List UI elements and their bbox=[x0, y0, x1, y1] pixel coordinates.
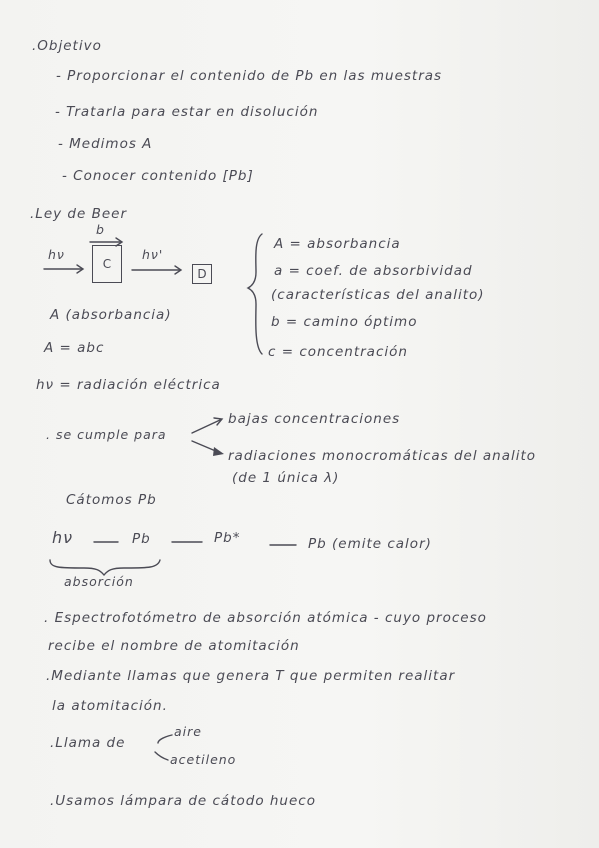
objetivo-item-1: - Proporcionar el contenido de Pb en las muestras bbox=[56, 68, 443, 84]
absorption-label: absorción bbox=[64, 574, 134, 589]
objetivo-heading: .Objetivo bbox=[32, 38, 102, 54]
spectrophotometer-note-line1: . Espectrofotómetro de absorción atómica - cuyo proceso bbox=[44, 610, 487, 626]
flame-air: aire bbox=[174, 724, 202, 739]
flame-branch-top bbox=[158, 735, 172, 743]
path-length-label: b bbox=[96, 222, 105, 237]
atoms-heading: Cátomos Pb bbox=[66, 492, 157, 508]
reaction-pb-emits: Pb (emite calor) bbox=[308, 536, 432, 552]
incident-light-label: hν bbox=[48, 247, 65, 262]
cumple-option-low-conc: bajas concentraciones bbox=[228, 411, 401, 427]
spectrophotometer-note-line2: recibe el nombre de atomitación bbox=[48, 638, 300, 654]
flames-note-line1: .Mediante llamas que genera T que permiten realitar bbox=[46, 668, 456, 684]
definitions-brace bbox=[248, 234, 262, 354]
def-absorptivity: a = coef. de absorbividad bbox=[274, 263, 473, 279]
branch-arrowhead-bottom bbox=[213, 447, 224, 456]
reaction-pb: Pb bbox=[132, 531, 151, 547]
cumple-lead: . se cumple para bbox=[46, 427, 167, 442]
def-analyte-characteristics: (características del analito) bbox=[271, 287, 485, 303]
objetivo-item-2: - Tratarla para estar en disolución bbox=[55, 104, 319, 120]
cumple-option-single-wavelength: (de 1 única λ) bbox=[232, 470, 340, 486]
reaction-hv: hν bbox=[52, 528, 74, 547]
sample-cell-label: C bbox=[102, 257, 112, 271]
flame-acetylene: acetileno bbox=[170, 752, 237, 767]
detector-label: D bbox=[197, 267, 207, 281]
hollow-cathode-lamp-note: .Usamos lámpara de cátodo hueco bbox=[50, 793, 316, 809]
objetivo-item-3: - Medimos A bbox=[58, 136, 153, 152]
cumple-option-monochromatic: radiaciones monocromáticas del analito bbox=[228, 448, 537, 464]
hv-definition: hν = radiación eléctrica bbox=[36, 377, 221, 393]
def-path-length: b = camino óptimo bbox=[271, 314, 418, 330]
flame-branch-bottom bbox=[155, 752, 168, 760]
reaction-pb-excited: Pb* bbox=[214, 530, 241, 546]
flames-note-line2: la atomitación. bbox=[52, 698, 168, 714]
beer-heading: .Ley de Beer bbox=[30, 206, 127, 222]
transmitted-light-label: hν' bbox=[142, 247, 164, 262]
branch-arrow-top bbox=[192, 420, 220, 433]
objetivo-item-4: - Conocer contenido [Pb] bbox=[62, 168, 254, 184]
def-absorbance: A = absorbancia bbox=[274, 236, 401, 252]
absorption-underbrace bbox=[50, 560, 160, 575]
def-concentration: c = concentración bbox=[268, 344, 408, 360]
beer-formula: A = abc bbox=[44, 340, 105, 356]
flame-of-label: .Llama de bbox=[50, 735, 126, 751]
absorbance-label: A (absorbancia) bbox=[50, 307, 172, 323]
